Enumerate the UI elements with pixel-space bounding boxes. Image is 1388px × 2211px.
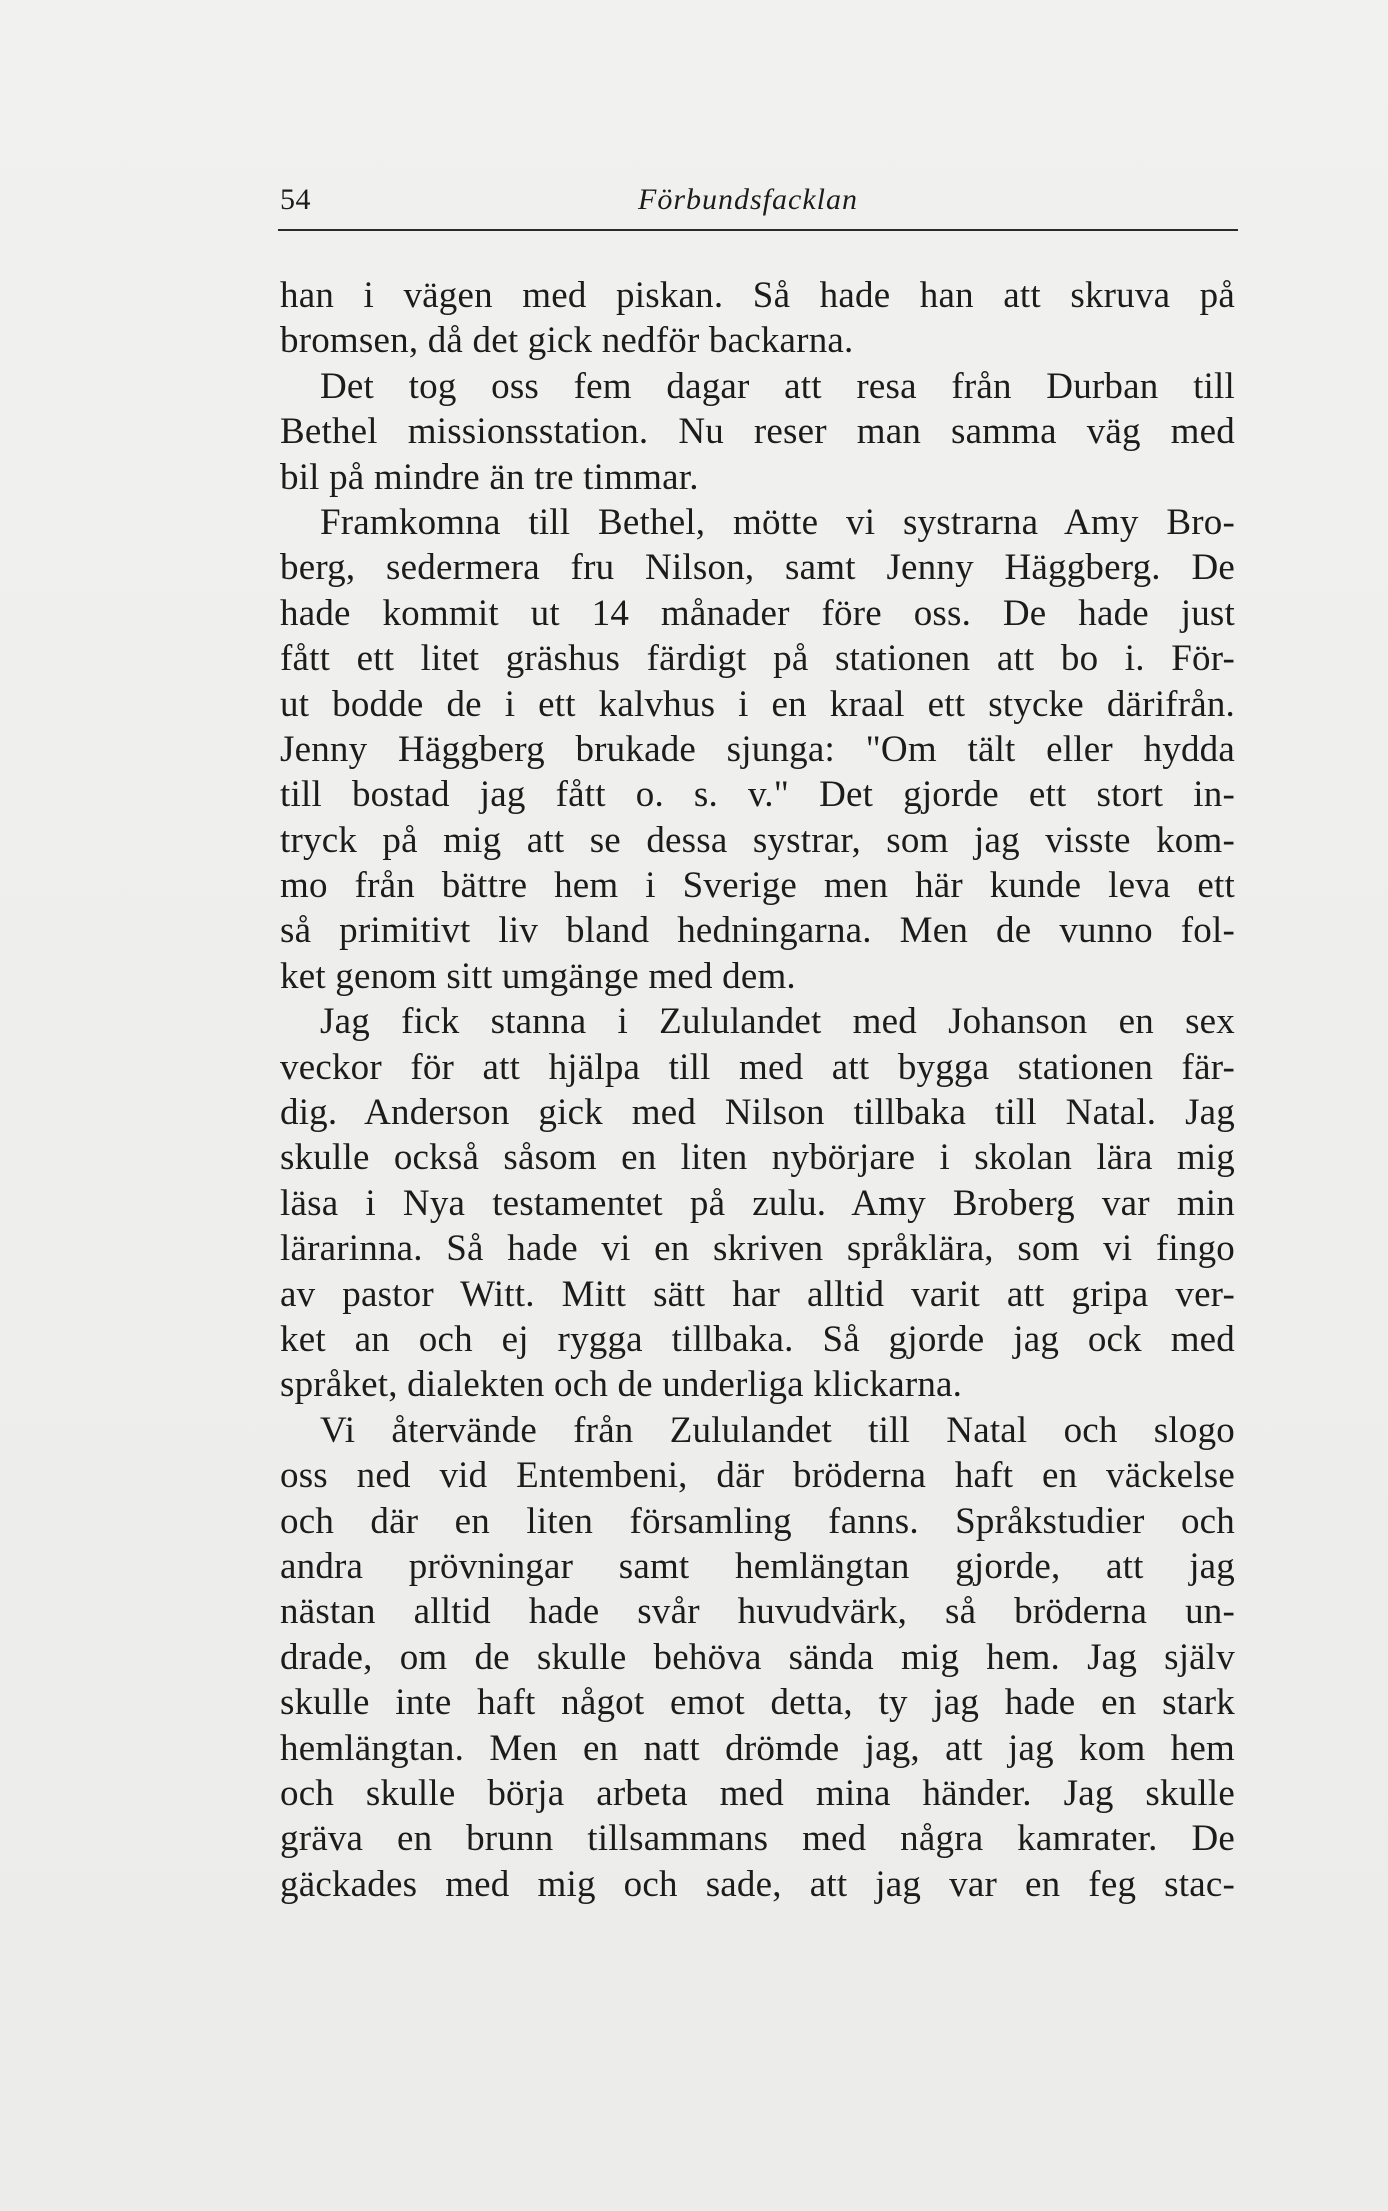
body-text <box>280 273 1235 1907</box>
text-line: nästan alltid hade svår huvudvärk, så bröderna un- <box>280 1591 1235 1633</box>
text-line: Vi återvände från Zululandet till Natal och slogo <box>320 1409 1235 1451</box>
text-line: gäckades med mig och sade, att jag var en feg stac- <box>280 1863 1235 1905</box>
text-line: och skulle börja arbeta med mina händer. Jag skulle <box>280 1772 1235 1814</box>
text-line: tryck på mig att se dessa systrar, som jag visste kom- <box>280 819 1235 861</box>
text-line: andra prövningar samt hemlängtan gjorde, att jag <box>280 1545 1235 1587</box>
text-line: till bostad jag fått o. s. v." Det gjorde ett stort in- <box>280 774 1235 816</box>
text-line: bil på mindre än tre timmar. <box>280 456 699 498</box>
text-line: hade kommit ut 14 månader före oss. De hade just <box>280 592 1235 634</box>
text-line: Bethel missionsstation. Nu reser man samma väg med <box>280 411 1235 453</box>
text-line: drade, om de skulle behöva sända mig hem. Jag själv <box>280 1636 1235 1678</box>
running-title: Förbundsfacklan <box>638 183 858 216</box>
page-number: 54 <box>280 183 311 216</box>
text-line: dig. Anderson gick med Nilson tillbaka till Natal. Jag <box>280 1092 1235 1134</box>
text-line: lärarinna. Så hade vi en skriven språklära, som vi fingo <box>280 1228 1235 1270</box>
text-line: oss ned vid Entembeni, där bröderna haft en väckelse <box>280 1455 1235 1497</box>
text-line: ket genom sitt umgänge med dem. <box>280 955 796 997</box>
text-line: gräva en brunn tillsammans med några kamrater. De <box>280 1818 1235 1860</box>
text-line: ket an och ej rygga tillbaka. Så gjorde jag ock med <box>280 1318 1235 1360</box>
text-line: berg, sedermera fru Nilson, samt Jenny Häggberg. De <box>280 547 1235 589</box>
text-line: skulle inte haft något emot detta, ty jag hade en stark <box>280 1682 1235 1724</box>
header-rule <box>278 229 1238 231</box>
text-line: veckor för att hjälpa till med att bygga stationen fär- <box>280 1046 1235 1088</box>
text-line: mo från bättre hem i Sverige men här kunde leva ett <box>280 865 1235 907</box>
text-line: språket, dialekten och de underliga klickarna. <box>280 1364 963 1406</box>
text-line: Det tog oss fem dagar att resa från Durban till <box>320 365 1235 407</box>
text-line: läsa i Nya testamentet på zulu. Amy Broberg var min <box>280 1182 1235 1224</box>
running-head <box>280 175 1238 225</box>
text-line: Framkomna till Bethel, mötte vi systrarna Amy Bro- <box>320 501 1235 543</box>
text-line: Jenny Häggberg brukade sjunga: "Om tält eller hydda <box>280 728 1235 770</box>
text-line: skulle också såsom en liten nybörjare i skolan lära mig <box>280 1137 1235 1179</box>
text-line: och där en liten församling fanns. Språkstudier och <box>280 1500 1235 1542</box>
text-line: fått ett litet gräshus färdigt på stationen att bo i. För- <box>280 638 1235 680</box>
text-line: av pastor Witt. Mitt sätt har alltid varit att gripa ver- <box>280 1273 1235 1315</box>
text-line: så primitivt liv bland hedningarna. Men de vunno fol- <box>280 910 1235 952</box>
text-line: bromsen, då det gick nedför backarna. <box>280 320 854 362</box>
text-line: hemlängtan. Men en natt drömde jag, att jag kom hem <box>280 1727 1235 1769</box>
text-line: han i vägen med piskan. Så hade han att skruva på <box>280 275 1235 316</box>
text-line: Jag fick stanna i Zululandet med Johanson en sex <box>320 1001 1235 1043</box>
text-line: ut bodde de i ett kalvhus i en kraal ett stycke därifrån. <box>280 683 1235 725</box>
